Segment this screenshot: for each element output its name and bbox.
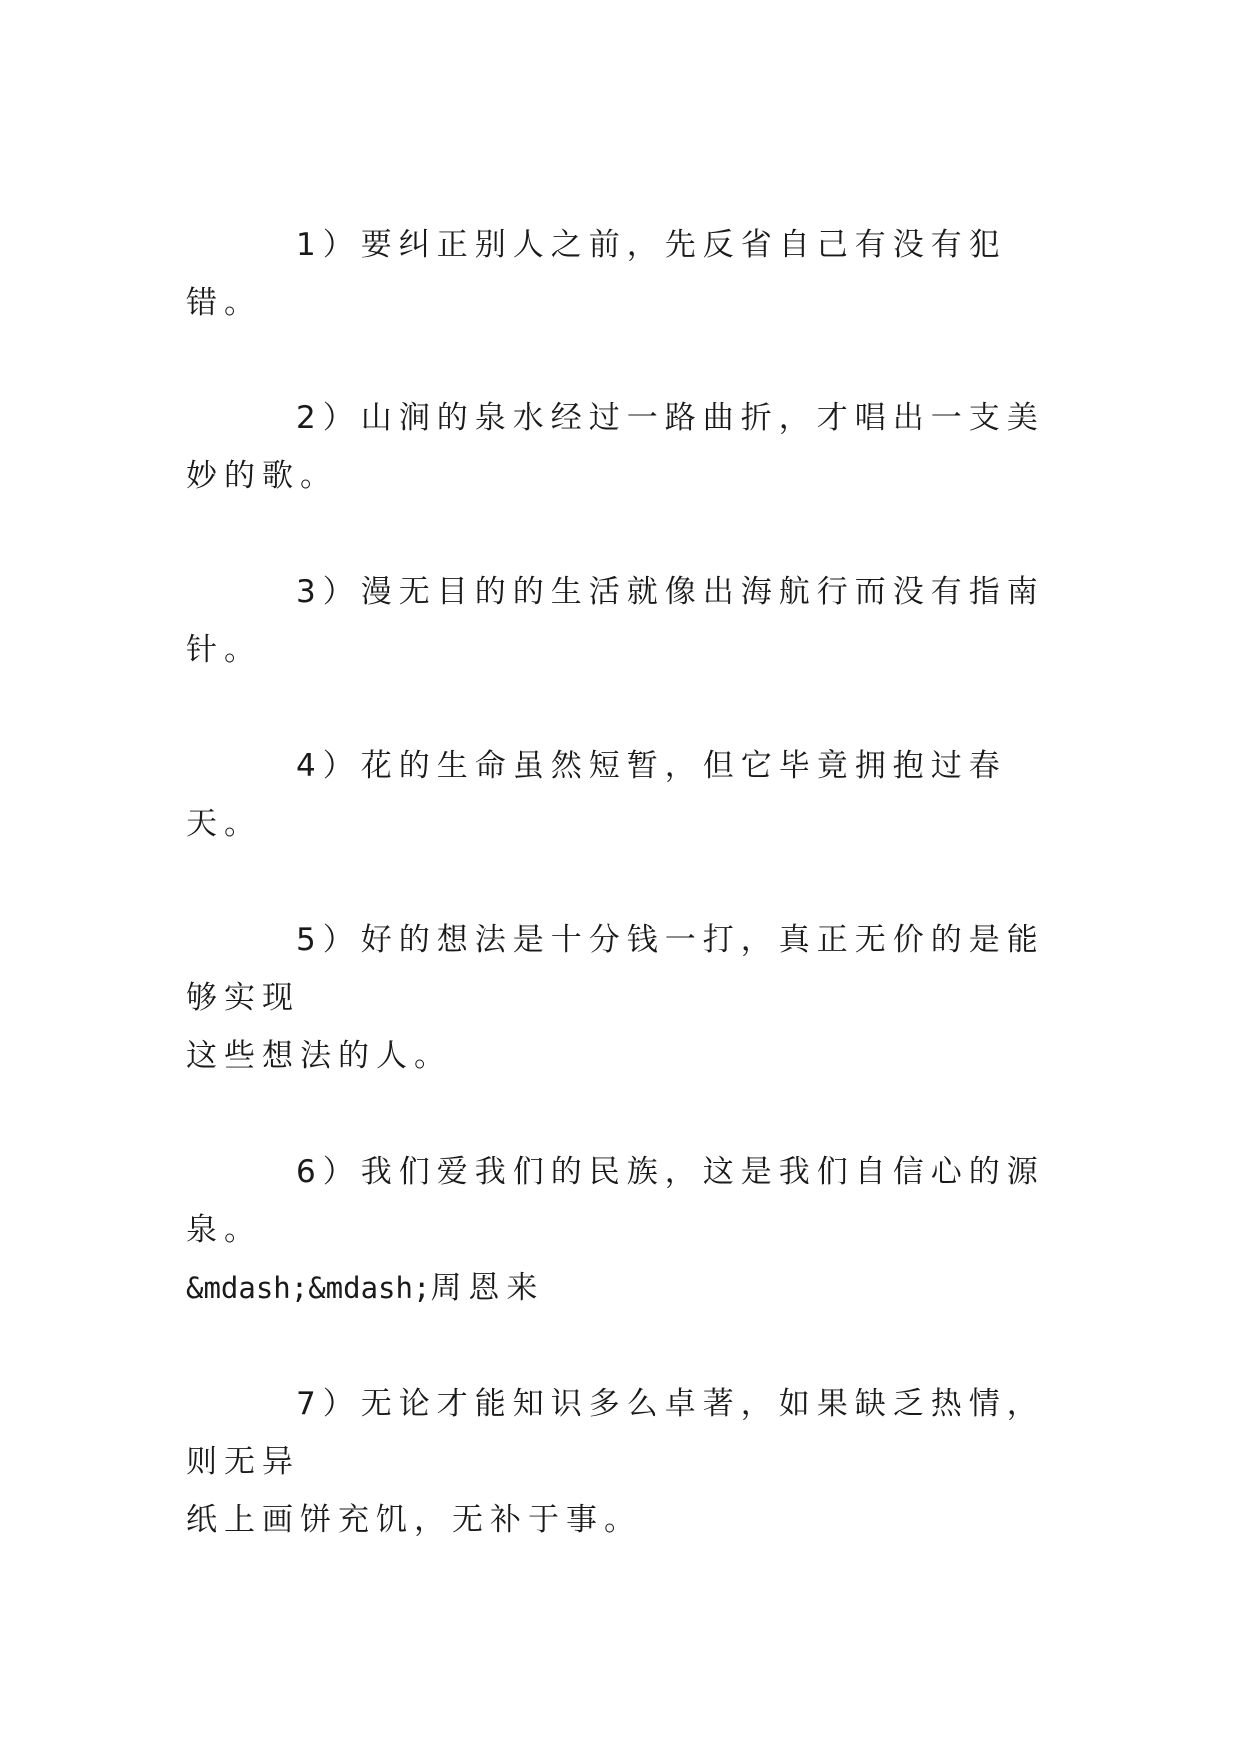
quote-author: 周恩来 <box>430 1270 545 1306</box>
quote-line: 2）山涧的泉水经过一路曲折，才唱出一支美妙的歌。 <box>186 400 1045 494</box>
quote-line: 1）要纠正别人之前，先反省自己有没有犯错。 <box>186 227 1007 321</box>
quote-line-continuation: 纸上画饼充饥，无补于事。 <box>186 1502 642 1538</box>
quote-paragraph-3 <box>186 563 1066 679</box>
quote-paragraph-6 <box>186 1143 1066 1317</box>
raw-entity-text: &mdash;&mdash; <box>186 1271 431 1305</box>
quote-line: 6）我们爱我们的民族，这是我们自信心的源泉。 <box>186 1154 1045 1248</box>
quote-line: 3）漫无目的的生活就像出海航行而没有指南针。 <box>186 574 1045 668</box>
quote-line-continuation: 这些想法的人。 <box>186 1038 452 1074</box>
quote-line: 4）花的生命虽然短暂，但它毕竟拥抱过春天。 <box>186 748 1007 842</box>
quote-paragraph-1 <box>186 216 1066 332</box>
quote-attribution-line <box>186 1259 1066 1317</box>
quote-paragraph-4 <box>186 737 1066 853</box>
quote-paragraph-7 <box>186 1375 1066 1549</box>
quote-line: 5）好的想法是十分钱一打，真正无价的是能够实现 <box>186 922 1045 1016</box>
quote-paragraph-2 <box>186 389 1066 505</box>
quote-paragraph-5 <box>186 911 1066 1085</box>
quote-line: 7）无论才能知识多么卓著，如果缺乏热情，则无异 <box>186 1386 1045 1480</box>
